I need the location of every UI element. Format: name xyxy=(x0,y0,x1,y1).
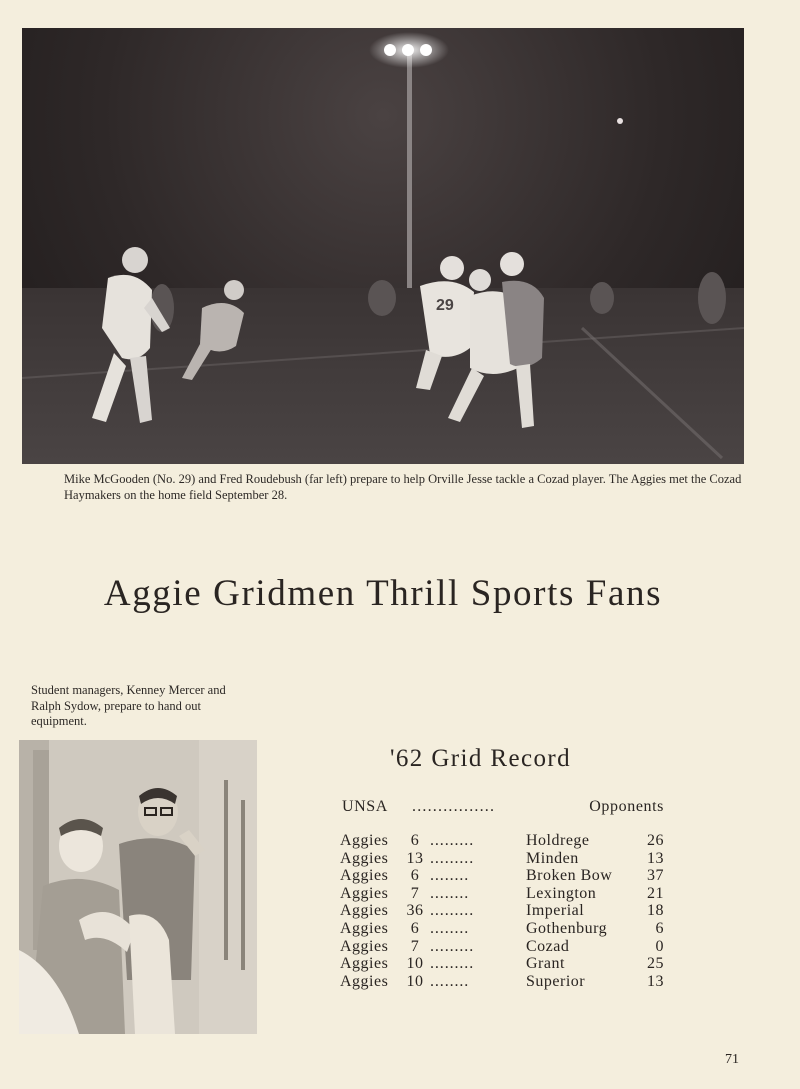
opponent-score: 25 xyxy=(647,955,664,973)
team-score: 10 xyxy=(406,972,424,990)
leader-dots: ......... xyxy=(430,937,475,955)
game-row xyxy=(340,955,664,973)
game-row xyxy=(340,850,664,868)
football-scene-illustration xyxy=(22,28,744,464)
opponent-name: Broken Bow xyxy=(526,867,613,885)
games-list xyxy=(340,832,664,990)
game-row xyxy=(340,885,664,903)
opponent-name: Superior xyxy=(526,972,586,990)
team-score: 36 xyxy=(406,902,424,920)
leader-dots: ......... xyxy=(430,832,475,849)
leader-dots: ........ xyxy=(430,884,470,902)
opponent-score: 21 xyxy=(647,884,664,902)
team-score: 6 xyxy=(410,919,420,937)
opponent-score: 37 xyxy=(647,867,664,885)
game-row xyxy=(340,867,664,885)
team-name: Aggies xyxy=(340,972,389,990)
team-score: 7 xyxy=(410,937,420,955)
game-row xyxy=(340,938,664,956)
managers-photo-caption: Student managers, Kenney Mercer and Ralph Sydow, prepare to hand out equipment. xyxy=(31,683,226,728)
header-left: UNSA xyxy=(342,798,388,815)
opponent-name: Gothenburg xyxy=(526,919,608,937)
game-row xyxy=(340,902,664,920)
leader-dots: ........ xyxy=(430,867,470,885)
team-score: 7 xyxy=(410,884,420,902)
team-score: 13 xyxy=(406,849,424,867)
opponent-name: Holdrege xyxy=(526,832,590,849)
locker-room-illustration xyxy=(19,740,257,1034)
team-name: Aggies xyxy=(340,832,389,849)
team-name: Aggies xyxy=(340,955,389,973)
game-row xyxy=(340,973,664,991)
opponent-score: 0 xyxy=(655,937,664,955)
jersey-number: 29 xyxy=(436,297,454,314)
opponent-name: Lexington xyxy=(526,884,597,902)
football-photo xyxy=(22,28,744,464)
team-name: Aggies xyxy=(340,849,389,867)
record-header xyxy=(342,798,664,818)
opponent-score: 26 xyxy=(647,832,664,849)
opponent-name: Grant xyxy=(526,955,565,973)
game-row xyxy=(340,920,664,938)
opponent-score: 18 xyxy=(647,902,664,920)
leader-dots: ......... xyxy=(430,902,475,920)
opponent-name: Cozad xyxy=(526,937,570,955)
opponent-score: 13 xyxy=(647,972,664,990)
header-right: Opponents xyxy=(589,798,664,815)
opponent-score: 13 xyxy=(647,849,664,867)
team-name: Aggies xyxy=(340,884,389,902)
leader-dots: ........ xyxy=(430,919,470,937)
header-dots: ................ xyxy=(412,798,496,815)
record-title: '62 Grid Record xyxy=(390,745,572,772)
leader-dots: ......... xyxy=(430,849,475,867)
page-number: 71 xyxy=(725,1052,739,1067)
game-row xyxy=(340,832,664,850)
team-name: Aggies xyxy=(340,902,389,920)
opponent-name: Imperial xyxy=(526,902,585,920)
team-score: 6 xyxy=(410,832,420,849)
page-headline: Aggie Gridmen Thrill Sports Fans xyxy=(103,573,663,614)
opponent-score: 6 xyxy=(655,919,664,937)
team-name: Aggies xyxy=(340,867,389,885)
team-name: Aggies xyxy=(340,937,389,955)
team-name: Aggies xyxy=(340,919,389,937)
team-score: 6 xyxy=(410,867,420,885)
managers-photo xyxy=(19,740,257,1034)
main-photo-caption: Mike McGooden (No. 29) and Fred Roudebush (far left) prepare to help Orville Jesse tackle a Cozad player. The Aggies met the Cozad Haymakers on the home field September 28. xyxy=(64,472,742,502)
leader-dots: ........ xyxy=(430,972,470,990)
leader-dots: ......... xyxy=(430,955,475,973)
team-score: 10 xyxy=(406,955,424,973)
opponent-name: Minden xyxy=(526,849,579,867)
